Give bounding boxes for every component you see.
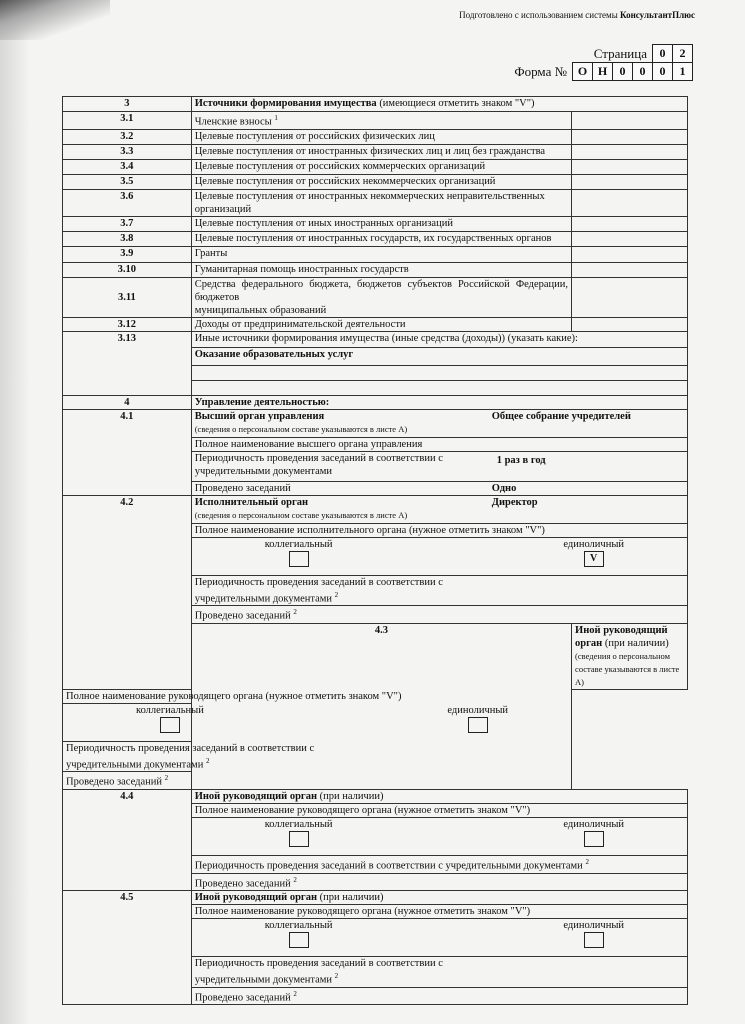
checkbox-cell[interactable] bbox=[572, 246, 688, 262]
checkbox-cell[interactable] bbox=[572, 277, 688, 317]
table-row: 3.9 Гранты bbox=[63, 246, 688, 262]
section-title: Управление деятельностью: bbox=[191, 395, 687, 409]
sole-checkbox[interactable] bbox=[468, 717, 488, 733]
checkbox-cell[interactable] bbox=[572, 216, 688, 231]
table-row: 4.2 Исполнительный орган Директор (сведения о персональном составе указываются в листе А) bbox=[63, 495, 688, 523]
form-table bbox=[62, 96, 688, 1005]
sole-checkbox[interactable] bbox=[584, 932, 604, 948]
table-row: Периодичность проведения заседаний в соответствии с учредительными документами $^2$ bbox=[63, 741, 688, 772]
form-digit: Н bbox=[592, 62, 613, 81]
checkbox-cell[interactable] bbox=[572, 317, 688, 331]
section-3-header: 3 Источники формирования имущества (имеющиеся отметить знаком "V") bbox=[63, 97, 688, 112]
executive-body-value[interactable]: Директор bbox=[491, 496, 538, 508]
form-digit: О bbox=[572, 62, 593, 81]
table-row: Проведено заседаний $^2$ bbox=[63, 772, 688, 790]
table-row: Полное наименование руководящего органа (нужное отметить знаком "V") bbox=[63, 689, 688, 703]
table-row: 3.11 Средства федерального бюджета, бюджетов субъектов Российской Федерации, бюджетов муниципальных образований bbox=[63, 277, 688, 317]
table-row: Проведено заседаний $^2$ bbox=[63, 873, 688, 891]
checkbox-cell[interactable] bbox=[572, 231, 688, 246]
supreme-period-value[interactable]: 1 раз в год bbox=[496, 454, 546, 466]
section-title: Источники формирования имущества bbox=[194, 98, 377, 109]
page-corner-shadow bbox=[0, 0, 110, 40]
table-row: 3.8 Целевые поступления от иностранных государств, их государственных органов bbox=[63, 231, 688, 246]
form-digit: 1 bbox=[672, 62, 693, 81]
table-row: 3.5 Целевые поступления от российских некоммерческих организаций bbox=[63, 174, 688, 189]
collegial-checkbox[interactable] bbox=[160, 717, 180, 733]
header-prepared: Подготовлено с использованием системы bbox=[459, 10, 618, 20]
collegial-checkbox[interactable] bbox=[289, 831, 309, 847]
checkbox-cell[interactable] bbox=[572, 159, 688, 174]
table-row: 3.4 Целевые поступления от российских коммерческих организаций bbox=[63, 159, 688, 174]
other-sources-value[interactable]: Оказание образовательных услуг bbox=[191, 347, 687, 365]
header-note bbox=[459, 10, 695, 20]
checkbox-cell[interactable] bbox=[572, 174, 688, 189]
blank-line[interactable] bbox=[191, 380, 687, 395]
table-row: 4.4 Иной руководящий орган (при наличии) bbox=[63, 789, 688, 803]
table-row: коллегиальный единоличный bbox=[63, 817, 688, 855]
table-row: Полное наименование высшего органа управления bbox=[63, 437, 688, 451]
sole-checkbox[interactable]: V bbox=[584, 551, 604, 567]
table-row: 3.3 Целевые поступления от иностранных физических лиц и лиц без гражданства bbox=[63, 144, 688, 159]
page-number bbox=[594, 44, 693, 63]
form-digit: 0 bbox=[632, 62, 653, 81]
table-row: Периодичность проведения заседаний в соответствии с учредительными документами $^2$ bbox=[63, 957, 688, 988]
form-number bbox=[514, 62, 693, 81]
checkbox-cell[interactable] bbox=[572, 112, 688, 130]
table-row: коллегиальный единоличный V bbox=[63, 537, 688, 575]
table-row: Проведено заседаний $^2$ bbox=[63, 987, 688, 1005]
collegial-checkbox[interactable] bbox=[289, 551, 309, 567]
page-digit: 2 bbox=[672, 44, 693, 63]
checkbox-cell[interactable] bbox=[572, 129, 688, 144]
blank-line[interactable] bbox=[191, 365, 687, 380]
table-row: Полное наименование руководящего органа (нужное отметить знаком "V") bbox=[63, 905, 688, 919]
section-4-header: 4 Управление деятельностью: bbox=[63, 395, 688, 409]
table-row: Периодичность проведения заседаний в соответствии с учредительными документами $^2$ bbox=[63, 575, 688, 606]
table-row: 3.1 Членские взносы $^1$ bbox=[63, 112, 688, 130]
checkbox-cell[interactable] bbox=[572, 144, 688, 159]
form-digit: 0 bbox=[652, 62, 673, 81]
table-row: 3.12 Доходы от предпринимательской деятельности bbox=[63, 317, 688, 331]
collegial-checkbox[interactable] bbox=[289, 932, 309, 948]
table-row: 4.3 Иной руководящий орган (при наличии) (сведения о персональном составе указываются в листе А) bbox=[63, 623, 688, 689]
page-edge-shadow bbox=[0, 0, 30, 1024]
table-row: Периодичность проведения заседаний в соответствии с учредительными документами $^2$ bbox=[63, 855, 688, 873]
table-row: Проведено заседаний Одно bbox=[63, 481, 688, 495]
table-row: Периодичность проведения заседаний в соответствии с учредительными документами 1 раз в год bbox=[63, 451, 688, 481]
checkbox-cell[interactable] bbox=[572, 189, 688, 216]
table-row: 3.2 Целевые поступления от российских физических лиц bbox=[63, 129, 688, 144]
section-note: (имеющиеся отметить знаком "V") bbox=[379, 98, 535, 109]
form-digit: 0 bbox=[612, 62, 633, 81]
table-row: 4.1 Высший орган управления Общее собрание учредителей (сведения о персональном составе указываются в листе А) bbox=[63, 409, 688, 437]
table-row: 3.10 Гуманитарная помощь иностранных государств bbox=[63, 262, 688, 277]
page-label: Страница bbox=[593, 45, 647, 61]
table-row: 3.7 Целевые поступления от иных иностранных организаций bbox=[63, 216, 688, 231]
table-row: 3.6 Целевые поступления от иностранных некоммерческих неправительственных организаций bbox=[63, 189, 688, 216]
table-row: Полное наименование исполнительного органа (нужное отметить знаком "V") bbox=[63, 523, 688, 537]
supreme-body-value[interactable]: Общее собрание учредителей bbox=[491, 410, 631, 422]
sole-checkbox[interactable] bbox=[584, 831, 604, 847]
table-row: коллегиальный единоличный bbox=[63, 703, 688, 741]
table-row: Полное наименование руководящего органа (нужное отметить знаком "V") bbox=[63, 803, 688, 817]
supreme-held-value[interactable]: Одно bbox=[491, 482, 517, 494]
table-row: 3.13 Иные источники формирования имущества (иные средства (доходы)) (указать какие): bbox=[63, 331, 688, 347]
header-system: КонсультантПлюс bbox=[620, 10, 695, 20]
form-label: Форма № bbox=[514, 63, 567, 79]
table-row: коллегиальный единоличный bbox=[63, 919, 688, 957]
table-row: Проведено заседаний $^2$ bbox=[63, 606, 688, 624]
page-digit: 0 bbox=[652, 44, 673, 63]
checkbox-cell[interactable] bbox=[572, 262, 688, 277]
table-row: 4.5 Иной руководящий орган (при наличии) bbox=[63, 891, 688, 905]
